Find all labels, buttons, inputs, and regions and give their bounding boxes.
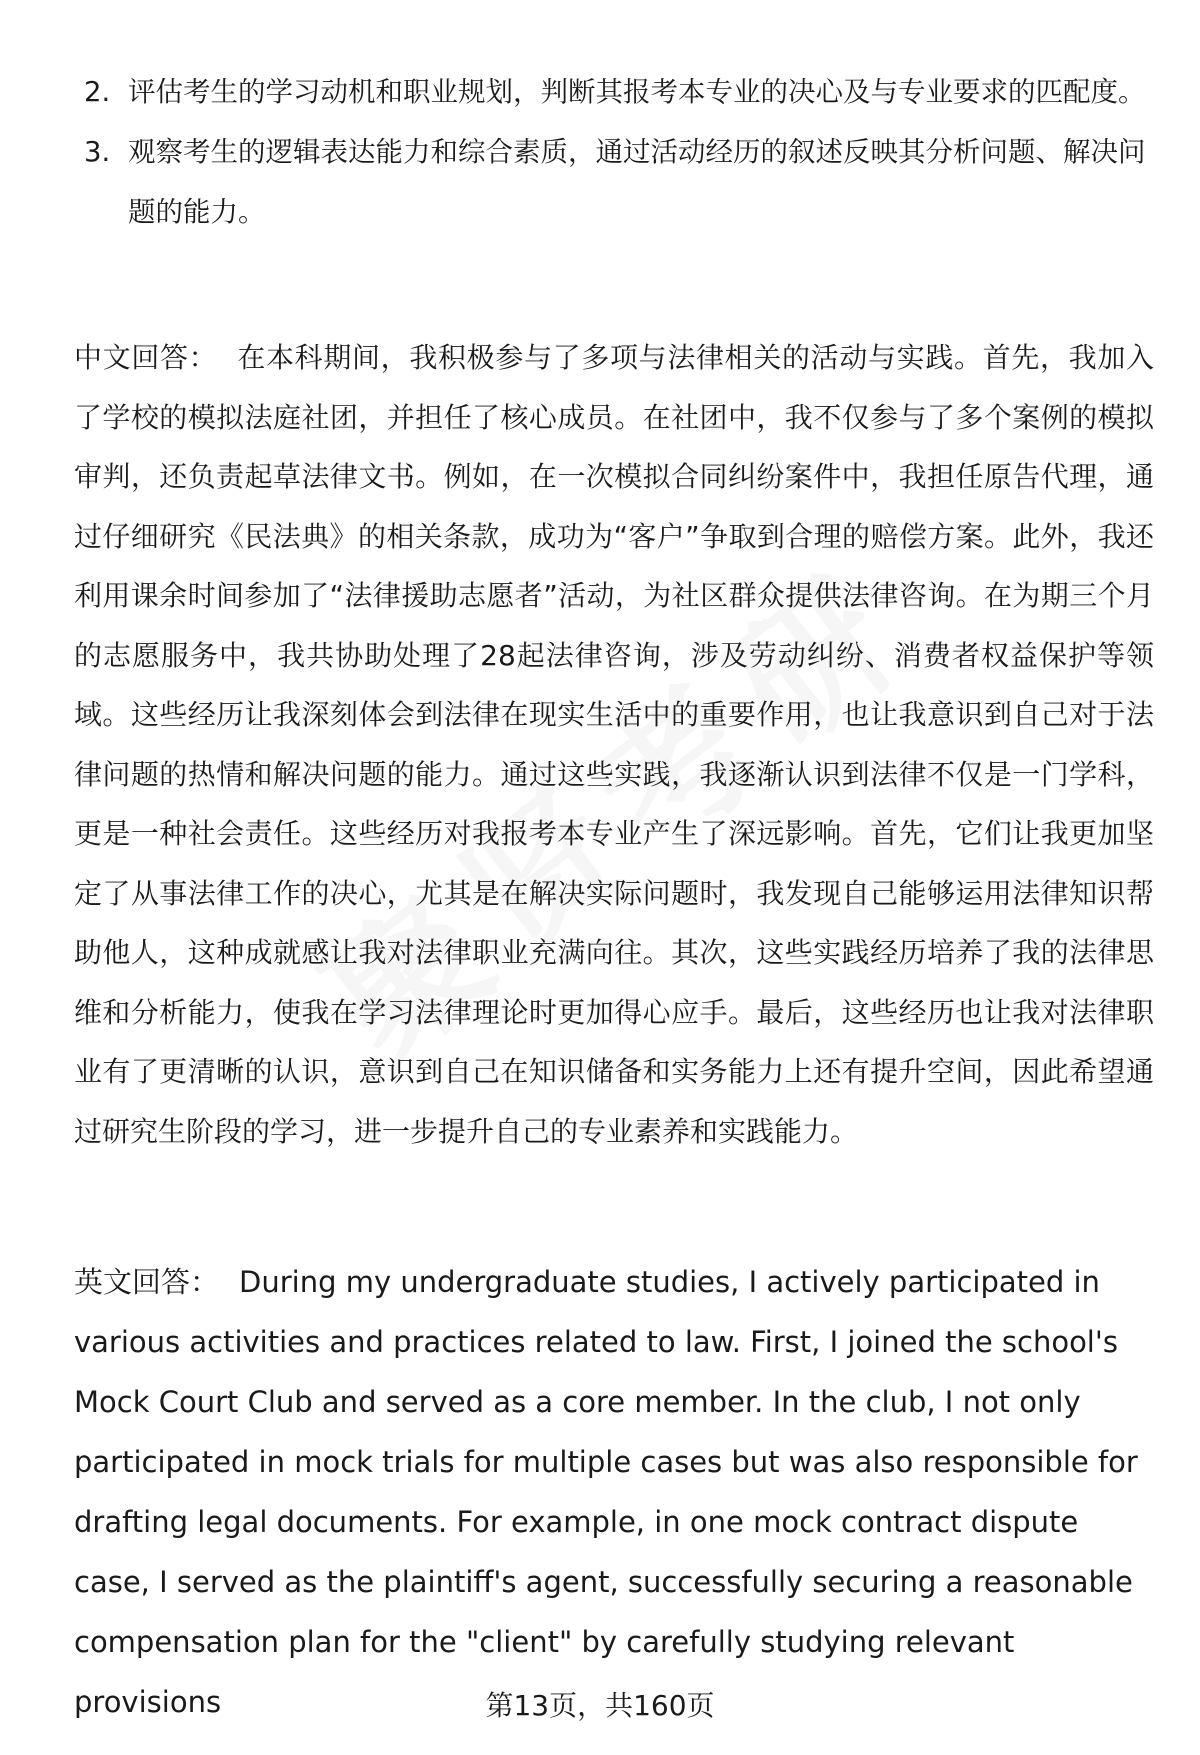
list-item-number: 3.: [84, 136, 111, 168]
criteria-list: [74, 62, 1154, 242]
list-item: [74, 62, 1154, 122]
list-item-text: 观察考生的逻辑表达能力和综合素质，通过活动经历的叙述反映其分析问题、解决问题的能力。: [128, 136, 1146, 228]
list-item-text: 评估考生的学习动机和职业规划，判断其报考本专业的决心及与专业要求的匹配度。: [128, 76, 1146, 108]
english-answer-paragraph: [74, 1252, 1154, 1732]
list-item-number: 2.: [84, 76, 111, 108]
page-number-label: 第13页，共160页: [485, 1689, 715, 1722]
page-footer: [0, 1686, 1200, 1726]
english-answer-text: During my undergraduate studies, I actively participated in various activities and practices related to law. First, I joined the school's Mock Court Club and served as a core member. In the club, I not only participated in mock trials for multiple cases but was also responsible for drafting legal documents. For example, in one mock contract dispute case, I served as the plaintiff's agent, successfully securing a reasonable compensation plan for the "client" by carefully studying relevant provisions: [74, 1265, 1138, 1719]
chinese-answer-text: 在本科期间，我积极参与了多项与法律相关的活动与实践。首先，我加入了学校的模拟法庭社团，并担任了核心成员。在社团中，我不仅参与了多个案例的模拟审判，还负责起草法律文书。例如，在一次模拟合同纠纷案件中，我担任原告代理，通过仔细研究《民法典》的相关条款，成功为“客户”争取到合理的赔偿方案。此外，我还利用课余时间参加了“法律援助志愿者”活动，为社区群众提供法律咨询。在为期三个月的志愿服务中，我共协助处理了28起法律咨询，涉及劳动纠纷、消费者权益保护等领域。这些经历让我深刻体会到法律在现实生活中的重要作用，也让我意识到自己对于法律问题的热情和解决问题的能力。通过这些实践，我逐渐认识到法律不仅是一门学科，更是一种社会责任。这些经历对我报考本专业产生了深远影响。首先，它们让我更加坚定了从事法律工作的决心，尤其是在解决实际问题时，我发现自己能够运用法律知识帮助他人，这种成就感让我对法律职业充满向往。其次，这些实践经历培养了我的法律思维和分析能力，使我在学习法律理论时更加得心应手。最后，这些经历也让我对法律职业有了更清晰的认识，意识到自己在知识储备和实务能力上还有提升空间，因此希望通过研究生阶段的学习，进一步提升自己的专业素养和实践能力。: [74, 341, 1154, 1148]
list-item: [74, 122, 1154, 242]
chinese-answer-paragraph: [74, 328, 1154, 1161]
english-answer-label: 英文回答：: [74, 1265, 220, 1299]
chinese-answer-label: 中文回答：: [74, 341, 218, 374]
